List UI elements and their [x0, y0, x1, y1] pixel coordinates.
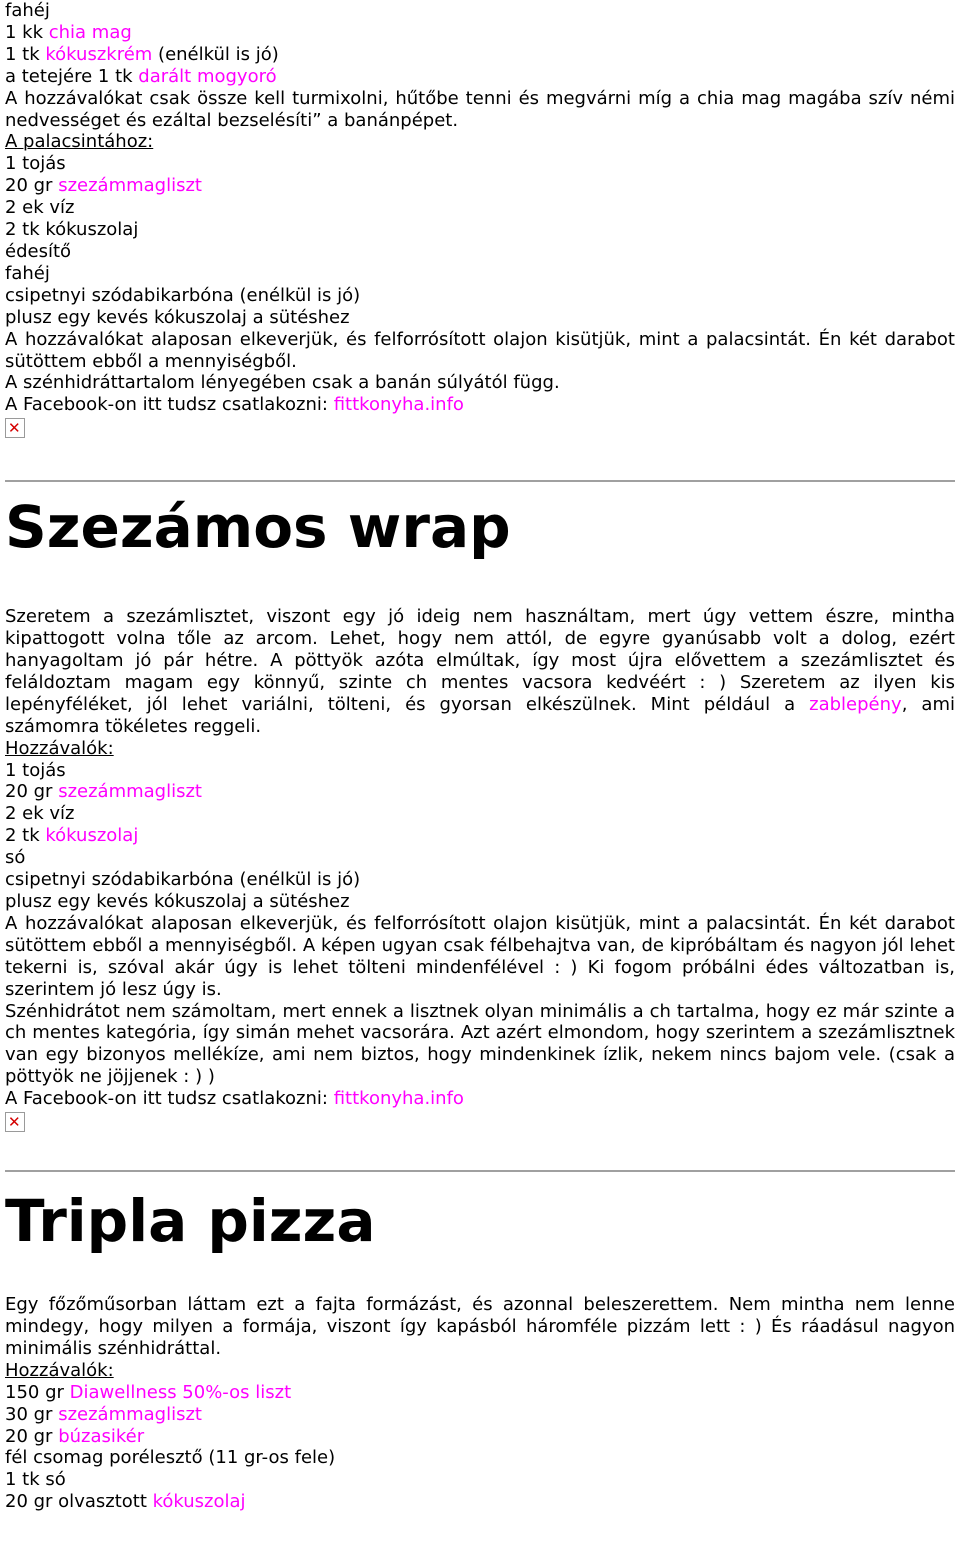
facebook-line	[5, 394, 955, 416]
ingredient-link-buzasiker[interactable]: búzasikér	[58, 1425, 145, 1447]
ingredient-line: fél csomag porélesztő (11 gr-os fele)	[5, 1447, 336, 1469]
ingredient-text: 20 gr olvasztott	[5, 1491, 153, 1513]
note-paragraph: Szénhidrátot nem számoltam, mert ennek a lisztnek olyan minimális a ch tartalma, hogy ez már szinte a ch mentes kategória, így simán mehet vacsorára. Azt azért elmondom, hogy szerintem a szezámlisztnek van egy bizonyos mellékíze, ami nem biztos, hogy mindenkinek ízlik, nekem nincs bajom vele. (csak a pöttyök ne jöjjenek : ) )	[5, 1000, 955, 1088]
ingredient-link-kokuszolaj[interactable]: kókuszolaj	[45, 825, 139, 847]
ingredient-line: 2 ek víz	[5, 803, 75, 825]
note-line: A szénhidráttartalom lényegében csak a banán súlyától függ.	[5, 372, 560, 394]
ingredient-line	[5, 781, 955, 803]
ingredient-line	[5, 1491, 955, 1513]
ingredient-text: 2 tk	[5, 825, 46, 847]
instruction-paragraph: A hozzávalókat alaposan elkeverjük, és felforrósított olajon kisütjük, mint a palacsintát. Én két darabot sütöttem ebből a mennyiségből.	[5, 328, 955, 372]
intro-paragraph	[5, 606, 955, 737]
ingredient-link-kokuszkrem[interactable]: kókuszkrém	[45, 43, 153, 65]
ingredient-line: 1 tojás	[5, 759, 66, 781]
ingredient-link-chia-mag[interactable]: chia mag	[48, 21, 132, 43]
section-divider	[5, 1170, 955, 1172]
ingredient-text: fahéj	[5, 0, 50, 21]
facebook-link[interactable]: fittkonyha.info	[333, 1088, 464, 1110]
recipe-title: Szezámos wrap	[5, 493, 511, 562]
ingredient-line	[5, 825, 955, 847]
section-divider	[5, 480, 955, 482]
recipe-section-chia	[5, 0, 955, 438]
ingredient-link-kokuszolaj[interactable]: kókuszolaj	[152, 1491, 246, 1513]
ingredient-text: 1 tk	[5, 43, 46, 65]
ingredient-line	[5, 22, 955, 44]
ingredient-line: édesítő	[5, 240, 72, 262]
ingredient-line	[5, 44, 955, 66]
ingredient-line: 2 tk kókuszolaj	[5, 219, 139, 241]
ingredient-text: 20 gr	[5, 781, 59, 803]
ingredient-line: só	[5, 847, 26, 869]
ingredient-line: csipetnyi szódabikarbóna (enélkül is jó)	[5, 284, 361, 306]
facebook-text: A Facebook-on itt tudsz csatlakozni:	[5, 1088, 334, 1110]
broken-image-icon[interactable]: ✕	[5, 1112, 25, 1132]
ingredient-link-daralt-mogyoro[interactable]: darált mogyoró	[138, 65, 277, 87]
ingredient-line	[5, 1404, 955, 1426]
ingredient-line: 1 tk só	[5, 1469, 66, 1491]
ingredient-line: 1 tojás	[5, 153, 66, 175]
ingredient-line	[5, 66, 955, 88]
recipe-section-tripla-pizza	[5, 1188, 955, 1513]
intro-paragraph: Egy főzőműsorban láttam ezt a fajta formázást, és azonnal beleszerettem. Nem mintha nem lenne mindegy, hogy milyen a formája, viszont így kapásból háromféle pizzám lett : ) És ráadásul nagyon minimális szénhidráttal.	[5, 1294, 955, 1359]
facebook-text: A Facebook-on itt tudsz csatlakozni:	[5, 394, 334, 416]
ingredient-line: 2 ek víz	[5, 197, 75, 219]
ingredient-line	[5, 0, 955, 22]
ingredient-line	[5, 175, 955, 197]
ingredient-link-diawellness-liszt[interactable]: Diawellness 50%-os liszt	[69, 1381, 292, 1403]
ingredient-text: a tetejére 1 tk	[5, 65, 139, 87]
instruction-paragraph: A hozzávalókat alaposan elkeverjük, és felforrósított olajon kisütjük, mint a palacsintát. Én két darabot sütöttem ebből a mennyiségből. A képen ugyan csak félbehajtva van, de kipróbáltam és nagyon jól lehet tekerni is, szóval akár úgy is lehet tölteni mindenfélével : ) Ki fogom próbálni édes változatban is, szerintem jó lesz úgy is.	[5, 912, 955, 1000]
ingredients-heading: Hozzávalók:	[5, 1359, 114, 1381]
ingredient-text: 20 gr	[5, 1425, 59, 1447]
ingredients-heading: A palacsintához:	[5, 131, 154, 153]
facebook-line	[5, 1088, 955, 1110]
ingredient-line	[5, 1426, 955, 1448]
ingredient-text: (enélkül is jó)	[152, 43, 279, 65]
ingredient-text: 20 gr	[5, 175, 59, 197]
recipe-section-szezamos-wrap	[5, 494, 955, 1132]
intro-text: , ami számomra tökéletes reggeli.	[5, 693, 955, 737]
ingredient-line: plusz egy kevés kókuszolaj a sütéshez	[5, 891, 350, 912]
ingredient-line	[5, 1382, 955, 1404]
broken-image-icon[interactable]: ✕	[5, 418, 25, 438]
zablepeny-link[interactable]: zablepény	[809, 693, 902, 715]
recipe-title: Tripla pizza	[5, 1187, 376, 1256]
ingredients-heading: Hozzávalók:	[5, 737, 114, 759]
ingredient-link-szezammagliszt[interactable]: szezámmagliszt	[58, 1403, 202, 1425]
instruction-paragraph: A hozzávalókat csak össze kell turmixolni, hűtőbe tenni és megvárni míg a chia mag magába szív némi nedvességet és ezáltal bezselésíti” a banánpépet.	[5, 87, 955, 131]
facebook-link[interactable]: fittkonyha.info	[333, 394, 464, 416]
ingredient-text: 150 gr	[5, 1381, 70, 1403]
ingredient-line: csipetnyi szódabikarbóna (enélkül is jó)	[5, 869, 361, 891]
ingredient-text: 1 kk	[5, 21, 49, 43]
ingredient-line: fahéj	[5, 262, 50, 284]
ingredient-text: 30 gr	[5, 1403, 59, 1425]
ingredient-line: plusz egy kevés kókuszolaj a sütéshez	[5, 306, 350, 328]
intro-text: Szeretem a szezámlisztet, viszont egy jó ideig nem használtam, mert úgy vettem észre, mintha kipattogott volna tőle az arcom. Lehet, hogy nem attól, de egyre gyanúsabb volt a dolog, ezért hanyagoltam jó pár hétre. A pöttyök azóta elmúltak, így most újra elővettem a szezámlisztet és feláldoztam magam egy könnyű, szinte ch mentes vacsora kedvéért : ) Szeretem az ilyen kis lepényféléket, jól lehet variálni, tölteni, és gyorsan elkészülnek. Mint például a	[5, 606, 955, 715]
ingredient-link-szezammagliszt[interactable]: szezámmagliszt	[58, 781, 202, 803]
ingredient-link-szezammagliszt[interactable]: szezámmagliszt	[58, 175, 202, 197]
